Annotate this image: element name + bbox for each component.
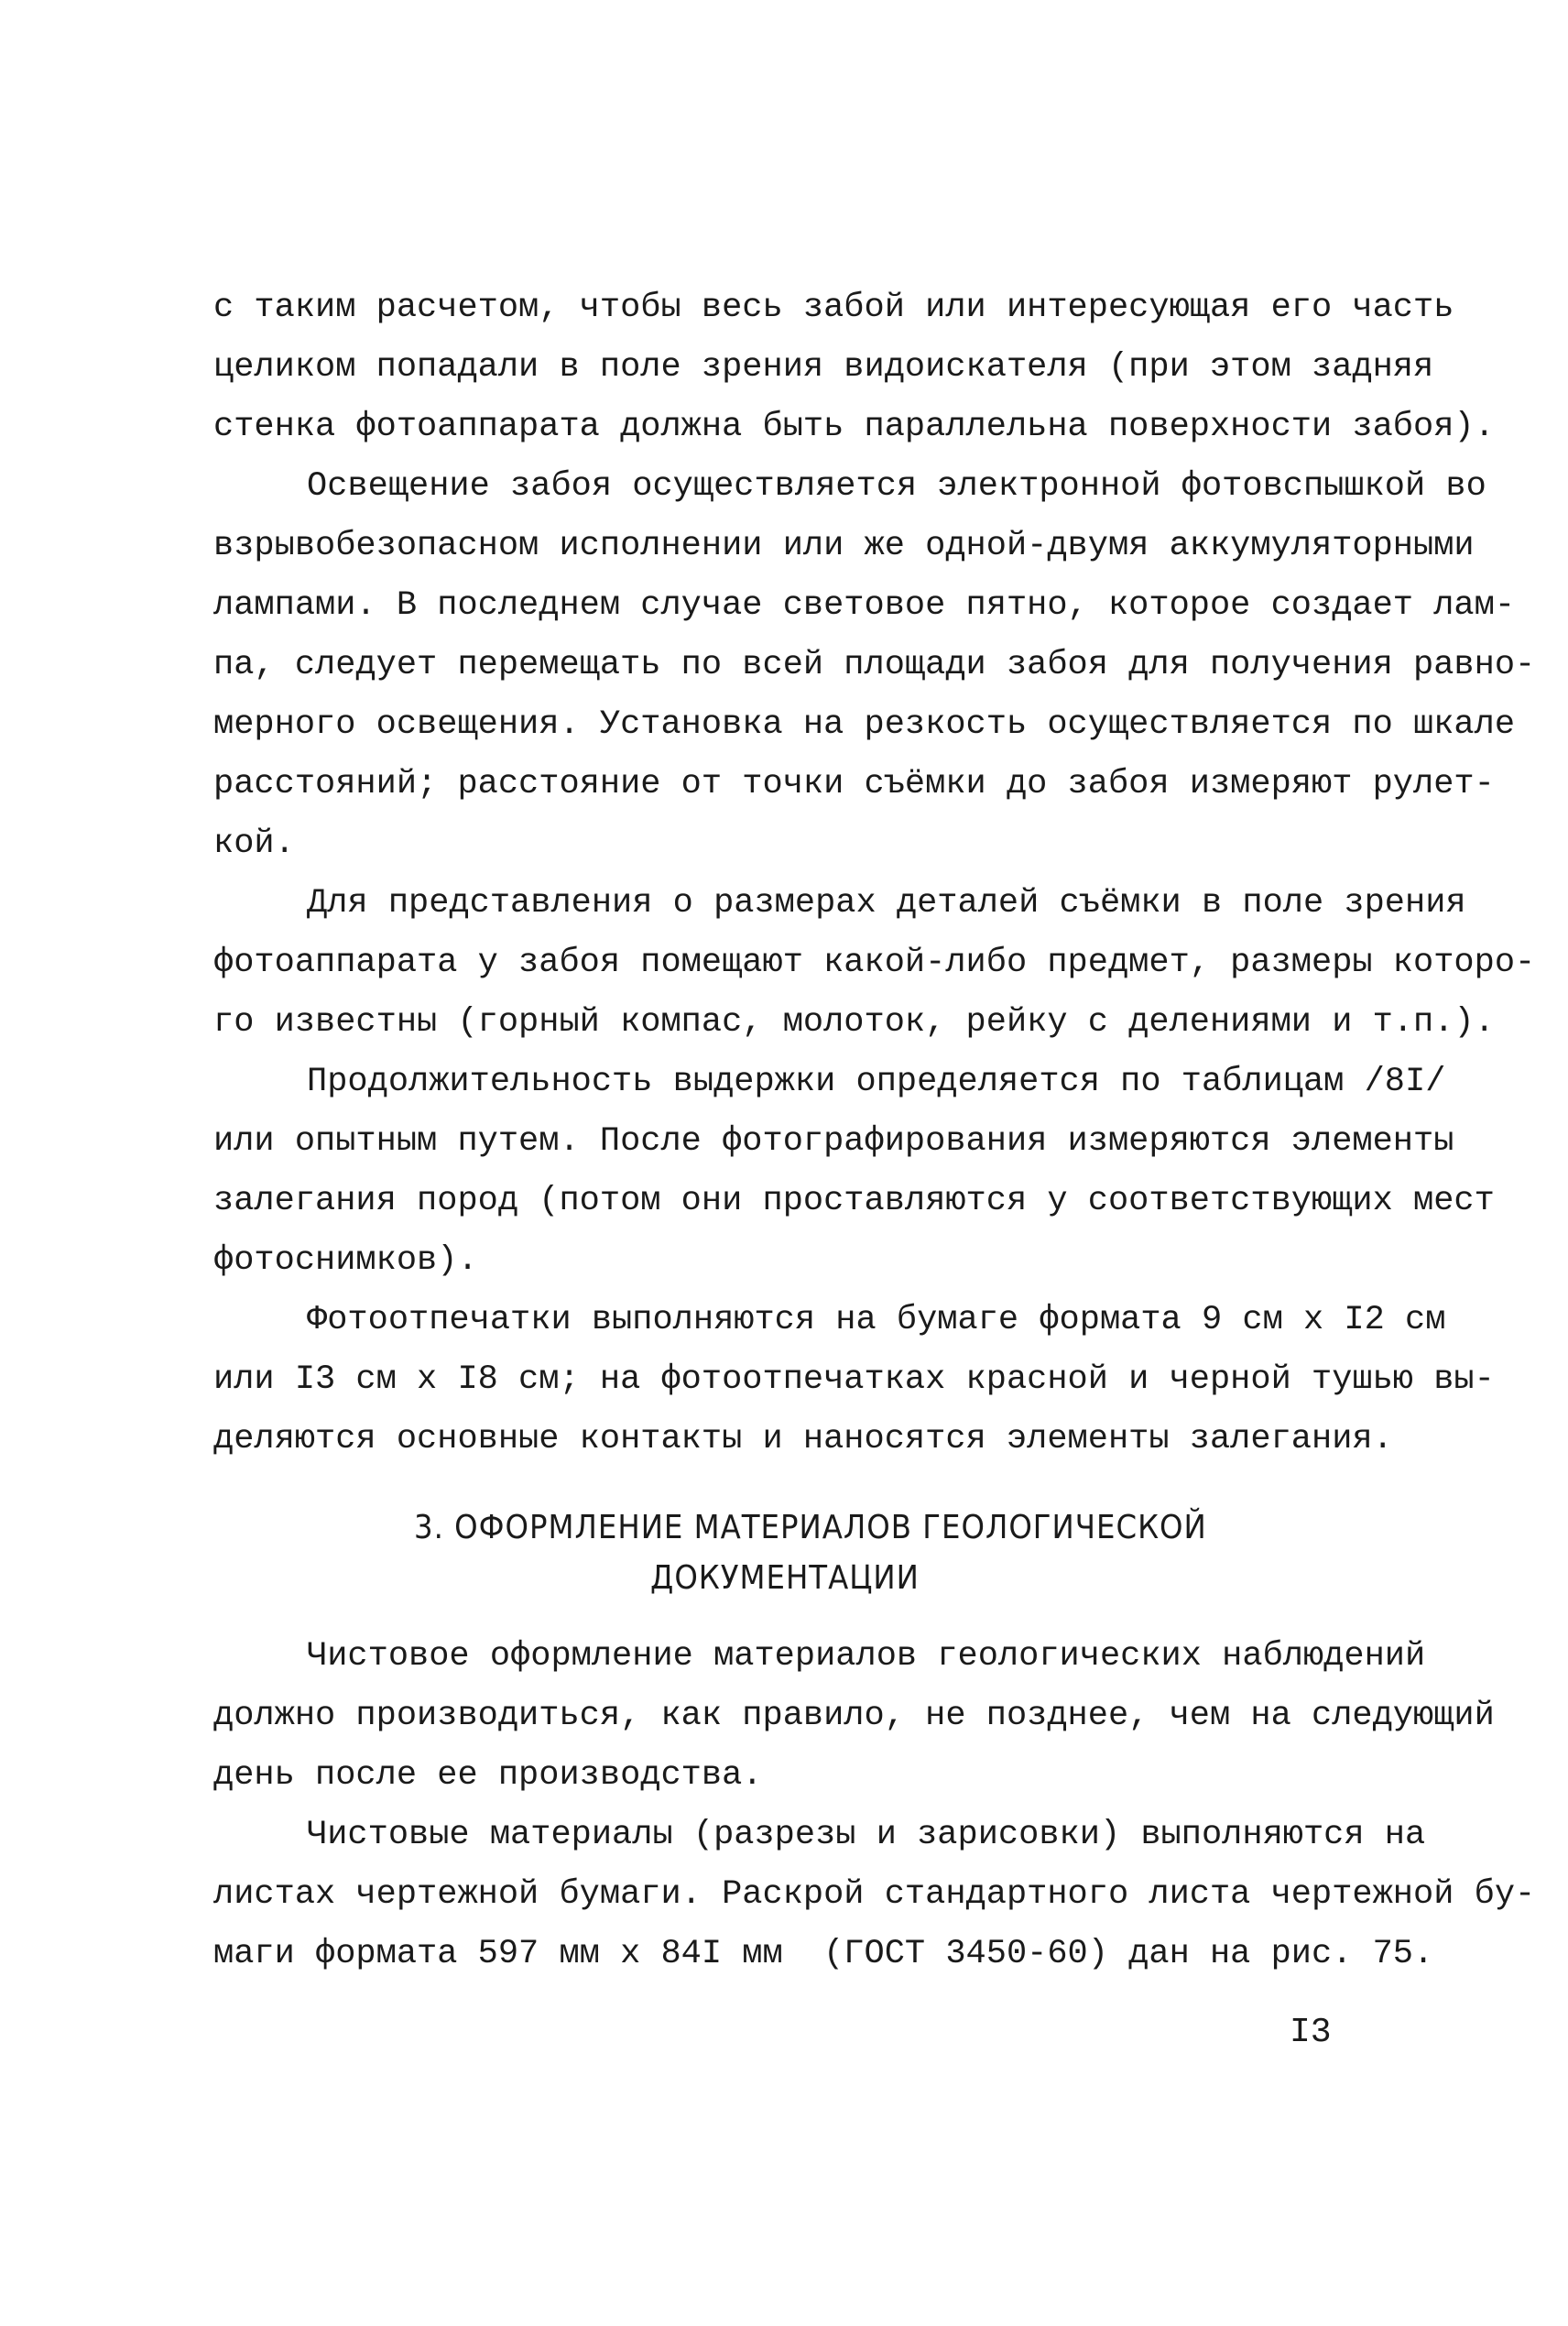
text-line: кой. <box>213 824 295 863</box>
text-line: расстояний; расстояние от точки съёмки до забоя измеряют рулет- <box>213 765 1495 803</box>
text-line: го известны (горный компас, молоток, рейку с делениями и т.п.). <box>213 1003 1495 1042</box>
text-line: Фотоотпечатки выполняются на бумаге формата 9 см х I2 см <box>307 1301 1446 1339</box>
section-heading-line-2: ДОКУМЕНТАЦИИ <box>650 1559 920 1597</box>
text-line: целиком попадали в поле зрения видоискателя (при этом задняя <box>213 348 1434 387</box>
text-line: Освещение забоя осуществляется электронной фотовспышкой во <box>307 467 1486 506</box>
text-line: Для представления о размерах деталей съёмки в поле зрения <box>307 884 1466 923</box>
text-line: с таким расчетом, чтобы весь забой или интересующая его часть <box>213 289 1454 327</box>
text-line: залегания пород (потом они проставляются у соответствующих мест <box>213 1182 1495 1220</box>
text-line: Чистовые материалы (разрезы и зарисовки) выполняются на <box>307 1816 1426 1854</box>
text-line: Чистовое оформление материалов геологических наблюдений <box>307 1637 1426 1676</box>
text-line: день после ее производства. <box>213 1756 763 1795</box>
text-line: стенка фотоаппарата должна быть параллельна поверхности забоя). <box>213 408 1495 446</box>
text-line: па, следует перемещать по всей площади забоя для получения равно- <box>213 646 1536 684</box>
text-line: маги формата 597 мм х 84I мм (ГОСТ 3450-60) дан на рис. 75. <box>213 1935 1434 1973</box>
text-line: или опытным путем. После фотографирования измеряются элементы <box>213 1122 1454 1161</box>
text-line: деляются основные контакты и наносятся элементы залегания. <box>213 1420 1393 1458</box>
text-line: фотоснимков). <box>213 1241 478 1280</box>
text-line: мерного освещения. Установка на резкость осуществляется по шкале <box>213 705 1516 744</box>
section-heading-line-1: 3. ОФОРМЛЕНИЕ МАТЕРИАЛОВ ГЕОЛОГИЧЕСКОЙ <box>414 1509 1207 1546</box>
text-line: лампами. В последнем случае световое пятно, которое создает лам- <box>213 586 1516 625</box>
page-number: I3 <box>1290 2013 1332 2052</box>
text-line: листах чертежной бумаги. Раскрой стандартного листа чертежной бу- <box>213 1875 1536 1914</box>
text-line: или I3 см х I8 см; на фотоотпечатках красной и черной тушью вы- <box>213 1360 1495 1399</box>
text-line: должно производиться, как правило, не позднее, чем на следующий <box>213 1697 1495 1735</box>
text-line: фотоаппарата у забоя помещают какой-либо предмет, размеры которо- <box>213 944 1536 982</box>
text-line: взрывобезопасном исполнении или же одной-двумя аккумуляторными <box>213 527 1475 565</box>
text-line: Продолжительность выдержки определяется по таблицам /8I/ <box>307 1063 1446 1101</box>
